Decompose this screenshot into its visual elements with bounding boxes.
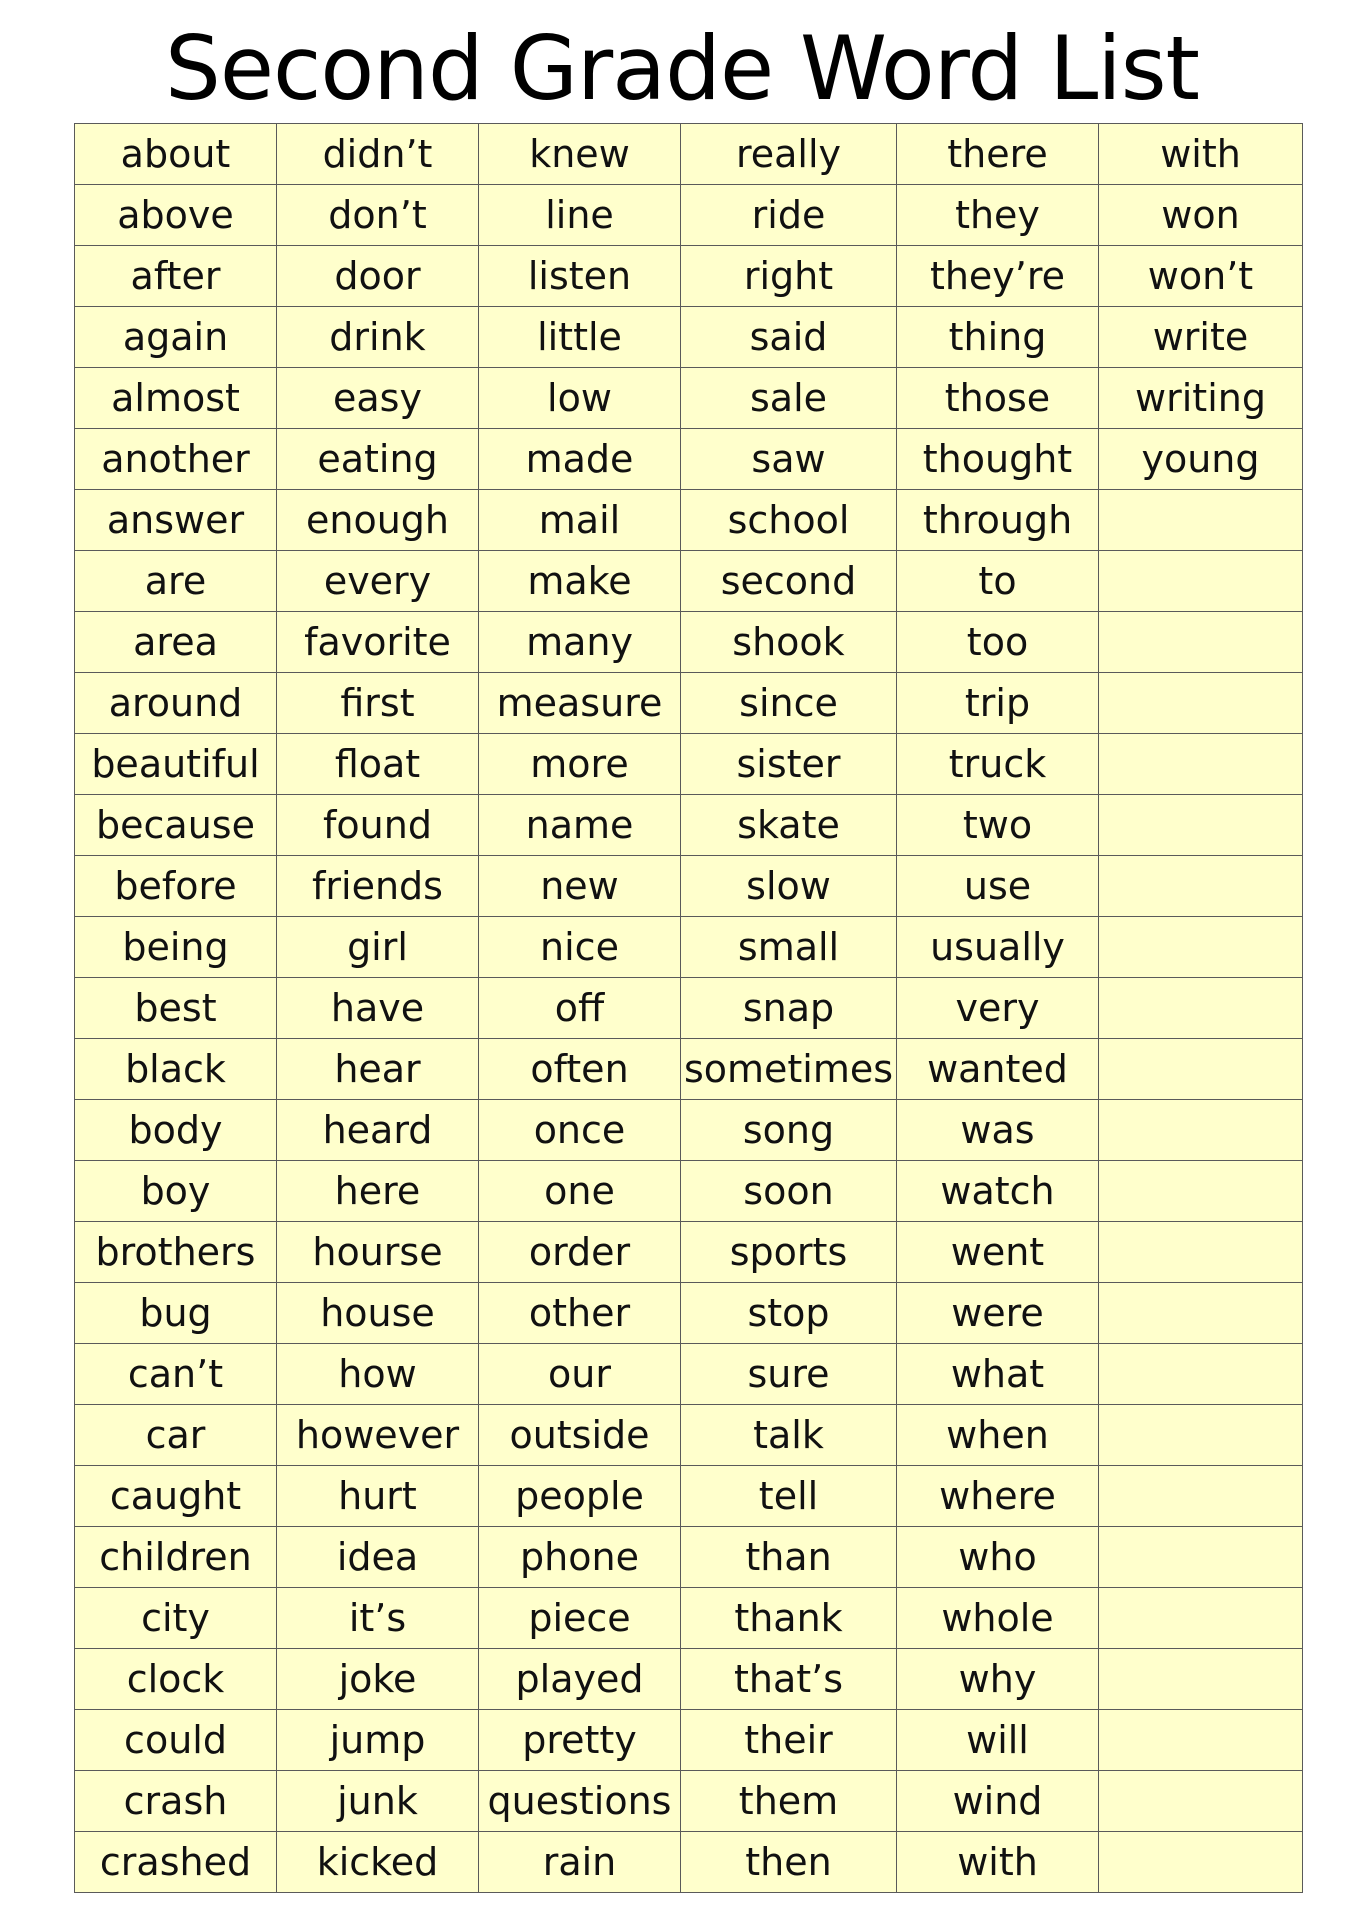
word-cell: friends <box>277 856 479 917</box>
word-cell: since <box>681 673 897 734</box>
word-cell: too <box>897 612 1099 673</box>
word-cell: after <box>75 246 277 307</box>
word-cell: low <box>479 368 681 429</box>
table-row <box>75 1039 1303 1100</box>
word-cell: one <box>479 1161 681 1222</box>
table-row <box>75 490 1303 551</box>
word-cell: why <box>897 1649 1099 1710</box>
word-cell: how <box>277 1344 479 1405</box>
word-list-body <box>75 124 1303 1893</box>
word-cell: very <box>897 978 1099 1039</box>
table-row <box>75 673 1303 734</box>
word-cell: found <box>277 795 479 856</box>
word-cell: outside <box>479 1405 681 1466</box>
word-cell: they <box>897 185 1099 246</box>
table-row <box>75 246 1303 307</box>
word-cell: above <box>75 185 277 246</box>
word-cell: about <box>75 124 277 185</box>
word-cell: have <box>277 978 479 1039</box>
word-cell: won’t <box>1099 246 1303 307</box>
table-row <box>75 795 1303 856</box>
word-cell: first <box>277 673 479 734</box>
word-cell: questions <box>479 1771 681 1832</box>
table-row <box>75 1771 1303 1832</box>
word-cell: with <box>1099 124 1303 185</box>
word-cell: hurt <box>277 1466 479 1527</box>
word-cell: that’s <box>681 1649 897 1710</box>
word-cell: when <box>897 1405 1099 1466</box>
word-cell: best <box>75 978 277 1039</box>
word-cell: were <box>897 1283 1099 1344</box>
word-cell <box>1099 1771 1303 1832</box>
word-cell: being <box>75 917 277 978</box>
word-cell: watch <box>897 1161 1099 1222</box>
word-cell: where <box>897 1466 1099 1527</box>
word-cell: was <box>897 1100 1099 1161</box>
word-cell: song <box>681 1100 897 1161</box>
word-cell: black <box>75 1039 277 1100</box>
word-cell: idea <box>277 1527 479 1588</box>
word-cell: what <box>897 1344 1099 1405</box>
word-cell <box>1099 1405 1303 1466</box>
word-cell: who <box>897 1527 1099 1588</box>
table-row <box>75 1527 1303 1588</box>
word-cell: ride <box>681 185 897 246</box>
word-cell: slow <box>681 856 897 917</box>
word-cell <box>1099 1161 1303 1222</box>
table-row <box>75 429 1303 490</box>
word-cell: wanted <box>897 1039 1099 1100</box>
word-cell: them <box>681 1771 897 1832</box>
word-cell: whole <box>897 1588 1099 1649</box>
word-cell: truck <box>897 734 1099 795</box>
word-cell <box>1099 1039 1303 1100</box>
word-cell: enough <box>277 490 479 551</box>
word-cell: more <box>479 734 681 795</box>
word-cell: there <box>897 124 1099 185</box>
word-cell <box>1099 1527 1303 1588</box>
word-cell: won <box>1099 185 1303 246</box>
word-cell: with <box>897 1832 1099 1893</box>
word-cell: our <box>479 1344 681 1405</box>
word-cell: pretty <box>479 1710 681 1771</box>
table-row <box>75 1161 1303 1222</box>
word-cell: saw <box>681 429 897 490</box>
word-cell: through <box>897 490 1099 551</box>
table-row <box>75 917 1303 978</box>
word-cell: really <box>681 124 897 185</box>
word-cell: snap <box>681 978 897 1039</box>
word-cell: city <box>75 1588 277 1649</box>
word-cell: hourse <box>277 1222 479 1283</box>
word-cell: are <box>75 551 277 612</box>
word-cell: bug <box>75 1283 277 1344</box>
word-cell <box>1099 734 1303 795</box>
table-row <box>75 1588 1303 1649</box>
word-cell: could <box>75 1710 277 1771</box>
word-cell <box>1099 1344 1303 1405</box>
word-cell: don’t <box>277 185 479 246</box>
word-cell: they’re <box>897 246 1099 307</box>
word-cell: girl <box>277 917 479 978</box>
word-cell <box>1099 490 1303 551</box>
word-cell: said <box>681 307 897 368</box>
word-cell: sister <box>681 734 897 795</box>
word-cell: than <box>681 1527 897 1588</box>
word-cell: rain <box>479 1832 681 1893</box>
table-row <box>75 1100 1303 1161</box>
table-row <box>75 1649 1303 1710</box>
word-cell: wind <box>897 1771 1099 1832</box>
word-cell: other <box>479 1283 681 1344</box>
word-cell: thank <box>681 1588 897 1649</box>
word-cell: name <box>479 795 681 856</box>
word-cell <box>1099 612 1303 673</box>
word-cell <box>1099 1649 1303 1710</box>
table-row <box>75 368 1303 429</box>
word-cell <box>1099 917 1303 978</box>
word-cell: heard <box>277 1100 479 1161</box>
word-cell: write <box>1099 307 1303 368</box>
word-cell: crashed <box>75 1832 277 1893</box>
word-cell <box>1099 1466 1303 1527</box>
word-cell: eating <box>277 429 479 490</box>
table-row <box>75 1466 1303 1527</box>
page-title: Second Grade Word List <box>164 17 1200 120</box>
word-cell: sometimes <box>681 1039 897 1100</box>
word-cell: played <box>479 1649 681 1710</box>
word-cell: line <box>479 185 681 246</box>
word-cell: two <box>897 795 1099 856</box>
word-cell: junk <box>277 1771 479 1832</box>
word-cell: writing <box>1099 368 1303 429</box>
word-cell: mail <box>479 490 681 551</box>
word-cell: can’t <box>75 1344 277 1405</box>
table-row <box>75 856 1303 917</box>
word-cell: drink <box>277 307 479 368</box>
word-cell: piece <box>479 1588 681 1649</box>
word-cell <box>1099 978 1303 1039</box>
word-cell: new <box>479 856 681 917</box>
word-cell: little <box>479 307 681 368</box>
word-cell: because <box>75 795 277 856</box>
word-cell <box>1099 1283 1303 1344</box>
word-cell: second <box>681 551 897 612</box>
word-cell: jump <box>277 1710 479 1771</box>
word-cell: went <box>897 1222 1099 1283</box>
table-row <box>75 1283 1303 1344</box>
word-cell <box>1099 1100 1303 1161</box>
word-cell: beautiful <box>75 734 277 795</box>
word-cell: caught <box>75 1466 277 1527</box>
word-cell: stop <box>681 1283 897 1344</box>
table-row <box>75 185 1303 246</box>
table-row <box>75 1832 1303 1893</box>
word-cell: will <box>897 1710 1099 1771</box>
word-cell: door <box>277 246 479 307</box>
word-cell: small <box>681 917 897 978</box>
word-cell: trip <box>897 673 1099 734</box>
word-cell: sale <box>681 368 897 429</box>
table-row <box>75 1710 1303 1771</box>
word-cell: brothers <box>75 1222 277 1283</box>
word-cell: again <box>75 307 277 368</box>
word-cell: sports <box>681 1222 897 1283</box>
word-cell: then <box>681 1832 897 1893</box>
word-cell: body <box>75 1100 277 1161</box>
word-cell: knew <box>479 124 681 185</box>
word-cell: shook <box>681 612 897 673</box>
word-cell: talk <box>681 1405 897 1466</box>
word-cell: car <box>75 1405 277 1466</box>
word-cell: measure <box>479 673 681 734</box>
word-cell: house <box>277 1283 479 1344</box>
word-cell: nice <box>479 917 681 978</box>
word-cell: phone <box>479 1527 681 1588</box>
word-cell: clock <box>75 1649 277 1710</box>
word-cell: school <box>681 490 897 551</box>
word-cell: make <box>479 551 681 612</box>
table-row <box>75 734 1303 795</box>
word-cell: many <box>479 612 681 673</box>
word-cell: it’s <box>277 1588 479 1649</box>
word-cell: easy <box>277 368 479 429</box>
word-cell: made <box>479 429 681 490</box>
word-cell: around <box>75 673 277 734</box>
word-cell <box>1099 856 1303 917</box>
table-row <box>75 1344 1303 1405</box>
word-cell: off <box>479 978 681 1039</box>
word-cell: skate <box>681 795 897 856</box>
word-cell: children <box>75 1527 277 1588</box>
word-cell <box>1099 1222 1303 1283</box>
word-cell: here <box>277 1161 479 1222</box>
word-cell: thought <box>897 429 1099 490</box>
word-cell: hear <box>277 1039 479 1100</box>
word-cell: kicked <box>277 1832 479 1893</box>
word-cell: to <box>897 551 1099 612</box>
word-cell: often <box>479 1039 681 1100</box>
word-cell: use <box>897 856 1099 917</box>
word-cell: area <box>75 612 277 673</box>
table-row <box>75 307 1303 368</box>
word-cell: young <box>1099 429 1303 490</box>
table-row <box>75 1222 1303 1283</box>
word-cell: tell <box>681 1466 897 1527</box>
word-cell: boy <box>75 1161 277 1222</box>
table-row <box>75 978 1303 1039</box>
word-cell <box>1099 551 1303 612</box>
word-cell: usually <box>897 917 1099 978</box>
word-cell: didn’t <box>277 124 479 185</box>
word-cell: people <box>479 1466 681 1527</box>
word-cell: crash <box>75 1771 277 1832</box>
table-row <box>75 612 1303 673</box>
word-cell: before <box>75 856 277 917</box>
word-cell <box>1099 1588 1303 1649</box>
word-cell: once <box>479 1100 681 1161</box>
word-cell: answer <box>75 490 277 551</box>
word-cell: soon <box>681 1161 897 1222</box>
word-cell: float <box>277 734 479 795</box>
word-cell <box>1099 673 1303 734</box>
table-row <box>75 1405 1303 1466</box>
table-row <box>75 551 1303 612</box>
word-cell: order <box>479 1222 681 1283</box>
word-cell <box>1099 795 1303 856</box>
word-cell: right <box>681 246 897 307</box>
word-list-table <box>74 123 1303 1893</box>
word-cell: listen <box>479 246 681 307</box>
word-cell: however <box>277 1405 479 1466</box>
word-cell: almost <box>75 368 277 429</box>
word-cell: joke <box>277 1649 479 1710</box>
word-cell: another <box>75 429 277 490</box>
table-row <box>75 124 1303 185</box>
word-cell <box>1099 1832 1303 1893</box>
word-cell: favorite <box>277 612 479 673</box>
word-cell: those <box>897 368 1099 429</box>
word-cell: thing <box>897 307 1099 368</box>
word-cell <box>1099 1710 1303 1771</box>
word-cell: sure <box>681 1344 897 1405</box>
word-cell: every <box>277 551 479 612</box>
word-cell: their <box>681 1710 897 1771</box>
